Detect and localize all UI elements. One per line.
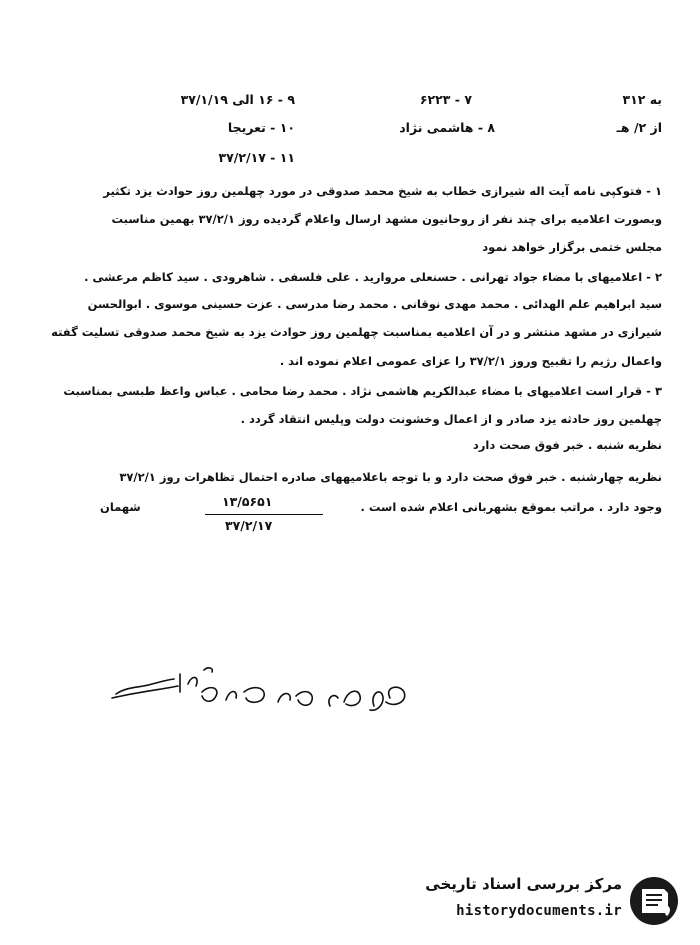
from-to: از ۲/ هـ	[616, 120, 662, 135]
watermark-url: historydocuments.ir	[456, 903, 622, 919]
opinion-saturday: نظریه شنبه . خبر فوق صحت دارد	[472, 438, 662, 452]
ref-number: به ۳۱۲	[622, 92, 662, 107]
paragraph-2-line-2: سید ابراهیم علم الهدائی . محمد مهدی نوقانی . محمد رضا مدرسی . عزت حسینی موسوی . ابوالحسن	[87, 297, 662, 311]
document-logo-icon	[628, 875, 680, 927]
paragraph-1-line-1: ۱ - فتوکپی نامه آیت اله شیرازی خطاب به شیخ محمد صدوقی در مورد چهلمین روز حوادث یزد تکثیر	[103, 184, 662, 198]
watermark-title: مرکز بررسی اسناد تاریخی	[425, 875, 622, 893]
paragraph-1-line-3: مجلس ختمی برگزار خواهد نمود	[482, 240, 662, 254]
watermark	[396, 873, 686, 933]
signature-name: شهمان	[100, 500, 141, 514]
paragraph-3-line-2: چهلمین روز حادثه یزد صادر و از اعمال وخشونت دولت وپلیس انتقاد گردد .	[240, 412, 662, 426]
item-7: ۷ - ۶۲۲۳	[419, 92, 472, 107]
paragraph-2-line-1: ۲ - اعلامیهای با مضاء جواد تهرانی . حسنعلی مروارید . علی فلسفی . شاهرودی . سید کاظم مرعشی .	[84, 270, 662, 284]
paragraph-1-line-2: وبصورت اعلامیه برای چند نفر از روحانیون مشهد ارسال واعلام گردیده روز ۳۷/۲/۱ بهمین مناسبت	[111, 212, 662, 226]
opinion-wednesday-line-2: وجود دارد . مراتب بموقع بشهربانی اعلام شده است .	[360, 500, 662, 514]
stamp-number: ۱۳/۵۶۵۱	[222, 494, 273, 509]
paragraph-3-line-1: ۳ - قرار است اعلامیهای با مضاء عبدالکریم هاشمی نژاد . محمد رضا محامی . عباس واعظ طبسی بمناسبت	[63, 384, 662, 398]
stamp-date: ۳۷/۲/۱۷	[225, 518, 273, 533]
item-8: ۸ - هاشمی نژاد	[399, 120, 495, 135]
stamp-rule	[205, 514, 323, 515]
handwritten-note	[108, 662, 428, 732]
item-9: ۹ - ۱۶ الی ۳۷/۱/۱۹	[180, 92, 295, 107]
item-11: ۱۱ - ۳۷/۲/۱۷	[218, 150, 295, 165]
item-10: ۱۰ - تعریجا	[227, 120, 295, 135]
opinion-wednesday-line-1: نظریه چهارشنبه . خبر فوق صحت دارد و با توجه باعلامیههای صادره احتمال تظاهرات روز ۳۷/۲/۱	[119, 470, 662, 484]
paragraph-2-line-4: واعمال رژیم را تقبیح وروز ۳۷/۲/۱ را عزای عمومی اعلام نموده اند .	[279, 354, 662, 368]
paragraph-2-line-3: شیرازی در مشهد منتشر و در آن اعلامیه بمناسبت چهلمین روز حوادث یزد به شیخ محمد صدوقی تسلیت گفته	[51, 325, 662, 339]
